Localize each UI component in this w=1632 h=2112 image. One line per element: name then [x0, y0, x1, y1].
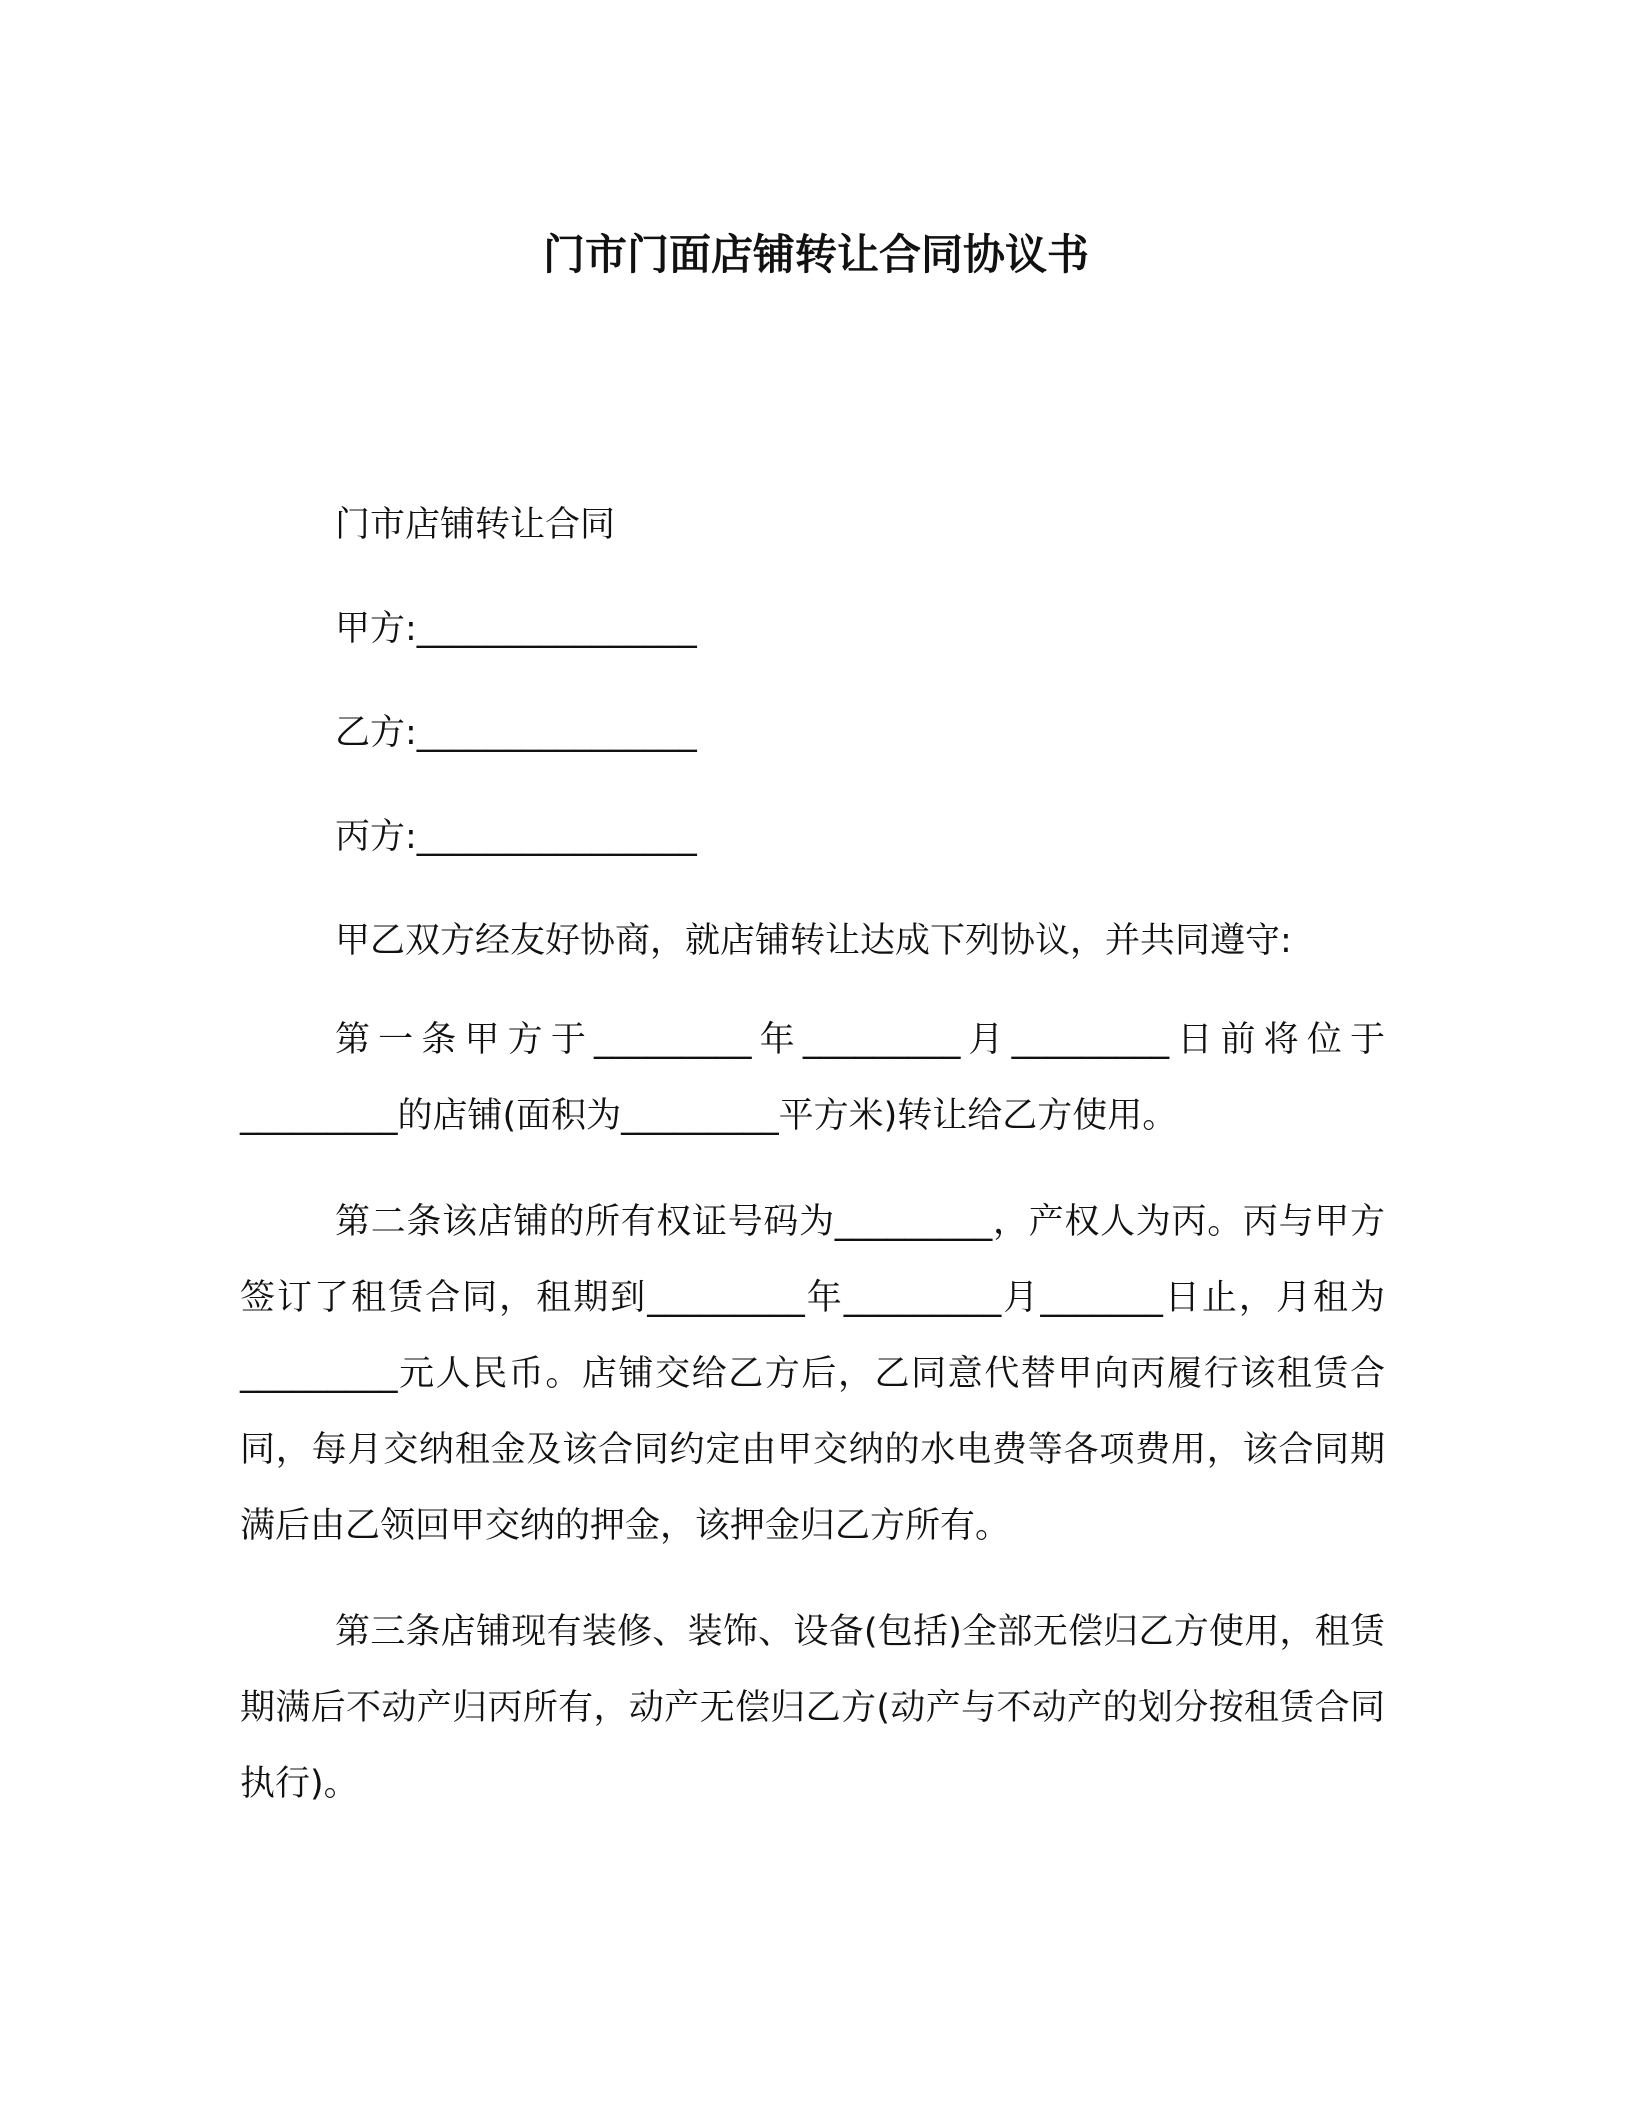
party-a-line: 甲方:________________	[335, 609, 697, 649]
party-b-line: 乙方:________________	[335, 713, 697, 753]
article-1: 第一条甲方于_________年_________月_________日前将位于_________的店铺(面积为_________平方米)转让给乙方使用。	[240, 1020, 1385, 1136]
party-c-line: 丙方:________________	[335, 817, 697, 857]
preamble-line: 甲乙双方经友好协商，就店铺转让达成下列协议，并共同遵守:	[335, 921, 1292, 961]
article-3: 第三条店铺现有装修、装饰、设备(包括)全部无偿归乙方使用，租赁期满后不动产归丙所有，动产无偿归乙方(动产与不动产的划分按租赁合同执行)。	[240, 1612, 1385, 1804]
document-title: 门市门面店铺转让合同协议书	[542, 230, 1089, 279]
contract-subtitle: 门市店铺转让合同	[335, 505, 616, 545]
article-2: 第二条该店铺的所有权证号码为_________，产权人为丙。丙与甲方签订了租赁合同，租期到_________年_________月_______日止，月租为_________元人民币。店铺交给乙方后，乙同意代替甲向丙履行该租赁合同，每月交纳租金及该合同约定由甲交纳的水电费等各项费用，该合同期满后由乙领回甲交纳的押金，该押金归乙方所有。	[240, 1202, 1385, 1546]
